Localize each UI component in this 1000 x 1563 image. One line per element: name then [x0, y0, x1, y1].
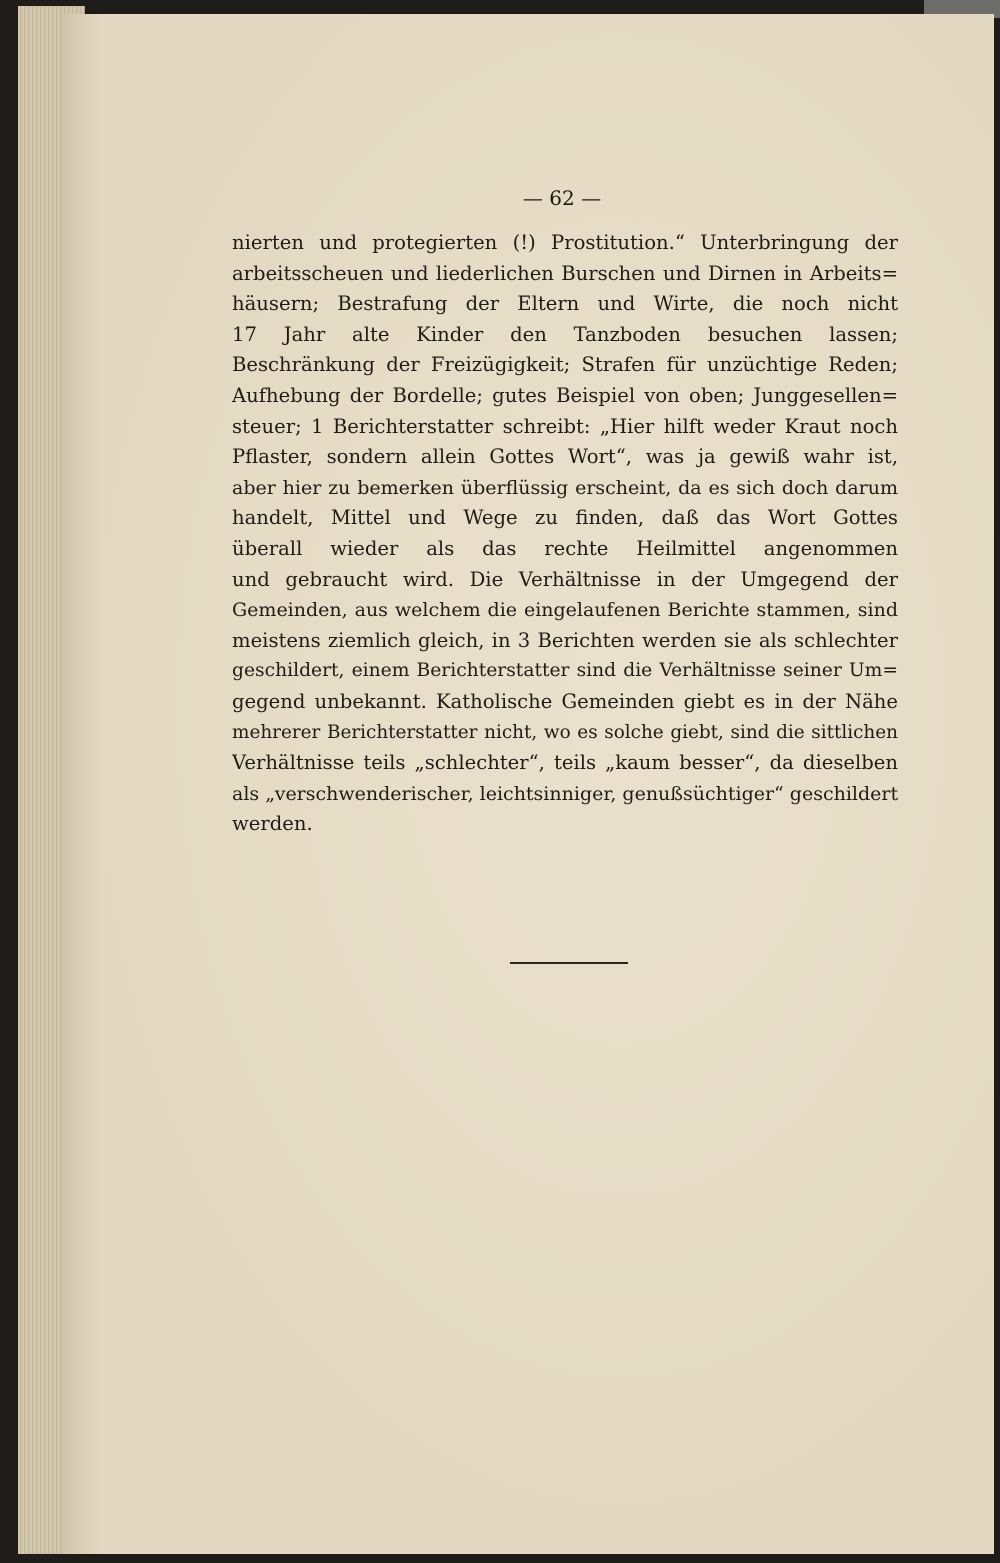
text-line: Beschränkung der Freizügigkeit; Strafen für unzüchtige Reden; [232, 353, 898, 377]
text-line: als „verschwenderischer, leichtsinniger, genußsüchtiger“ geschildert [232, 782, 898, 805]
text-line: nierten und protegierten (!) Prostitution.“ Unterbringung der [232, 231, 898, 254]
text-line: häusern; Bestrafung der Eltern und Wirte, die noch nicht [232, 292, 898, 316]
text-line: handelt, Mittel und Wege zu finden, daß das Wort Gottes [232, 506, 898, 530]
text-line: geschildert, einem Berichterstatter sind die Verhältnisse seiner Um= [232, 660, 898, 682]
text-line: Gemeinden, aus welchem die eingelaufenen Berichte stammen, sind [232, 599, 898, 622]
text-line: Pflaster, sondern allein Gottes Wort“, was ja gewiß wahr ist, [232, 445, 898, 469]
page-number: — 62 — [522, 186, 602, 210]
text-line: Verhältnisse teils „schlechter“, teils „kaum besser“, da dieselben [232, 751, 898, 775]
text-line: arbeitsscheuen und liederlichen Burschen und Dirnen in Arbeits= [232, 261, 898, 285]
section-divider-rule [510, 962, 628, 964]
text-line: Aufhebung der Bordelle; gutes Beispiel von oben; Junggesellen= [232, 383, 898, 407]
text-line: steuer; 1 Berichterstatter schreibt: „Hier hilft weder Kraut noch [232, 414, 898, 438]
text-line: und gebraucht wird. Die Verhältnisse in der Umgegend der [232, 567, 898, 591]
text-line-last: werden. [232, 812, 313, 836]
text-line: meistens ziemlich gleich, in 3 Berichten werden sie als schlechter [232, 628, 898, 652]
text-line: 17 Jahr alte Kinder den Tanzboden besuchen lassen; [232, 322, 898, 346]
body-text [232, 228, 898, 840]
text-line: aber hier zu bemerken überflüssig erscheint, da es sich doch darum [232, 476, 898, 499]
text-line: überall wieder als das rechte Heilmittel angenommen [232, 536, 898, 560]
text-line: gegend unbekannt. Katholische Gemeinden giebt es in der Nähe [232, 689, 898, 713]
text-line: mehrerer Berichterstatter nicht, wo es solche giebt, sind die sittlichen [232, 721, 898, 743]
